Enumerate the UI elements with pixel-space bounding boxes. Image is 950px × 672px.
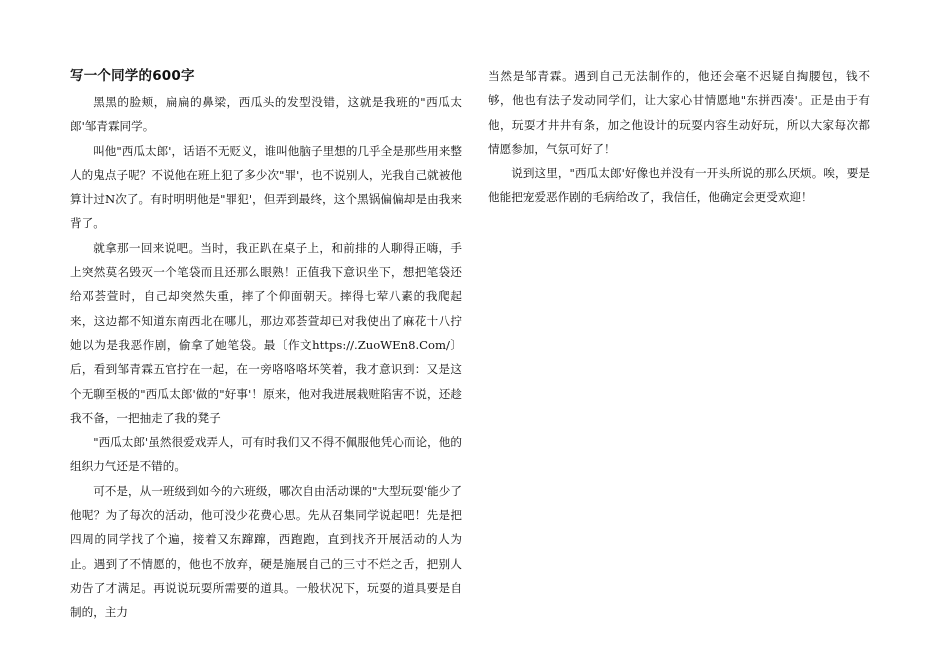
paragraph-conclusion: 说到这里，"西瓜太郎'好像也并没有一开头所说的那么厌烦。唉，要是他能把宠爱恶作剧的毛病给改了，我信任，他确定会更受欢迎！: [488, 166, 870, 205]
left-column: [70, 66, 462, 625]
paragraph-continued: 当然是邹青霖。遇到自己无法制作的，他还会毫不迟疑自掏腰包，钱不够，他也有法子发动同学们，让大家心甘情愿地"东拼西凑'。正是由于有他，玩耍才井井有条，加之他设计的玩耍内容生动好玩，所以大家每次都情愿参加，气氛可好了！: [488, 69, 870, 156]
document-title: 写一个同学的600字: [70, 68, 195, 84]
paragraph-story: 就拿那一回来说吧。当时，我正趴在桌子上，和前排的人聊得正嗨，手上突然莫名毁灭一个笔袋而且还那么眼熟！正值我下意识坐下，想把笔袋还给邓荟萱时，自己却突然失重，摔了个仰面朝天。摔得七荤八素的我爬起来，这边都不知道东南西北在哪儿，那边邓荟萱却已对我使出了麻花十八拧她以为是我恶作剧，偷拿了她笔袋。最〔作文https://.ZuoWEn8.Com/〕后，看到邹青霖五官拧在一起，在一旁咯咯咯坏笑着，我才意识到：又是这个无聊至极的"西瓜太郎'做的"好事'！原来，他对我进展栽赃陷害不说，还趁我不备，一把抽走了我的凳子: [70, 240, 462, 425]
paragraph-intro: 黑黑的脸颊，扁扁的鼻梁，西瓜头的发型没错，这就是我班的"西瓜太郎'邹青霖同学。: [70, 95, 462, 134]
paragraph-nickname: 叫他"西瓜太郎'，话语不无贬义，谁叫他脑子里想的几乎全是那些用来整人的鬼点子呢？不说他在班上犯了多少次"罪'，也不说别人，光我自己就被他算计过N次了。有时明明他是"罪犯'，但弄到最终，这个黑锅偏偏却是由我来背了。: [70, 143, 462, 231]
paragraph-activities: 可不是，从一班级到如今的六班级，哪次自由活动课的"大型玩耍'能少了他呢？为了每次的活动，他可没少花费心思。先从召集同学说起吧！先是把四周的同学找了个遍，接着又东蹿蹿，西跑跑，直到找齐开展活动的人为止。遇到了不情愿的，他也不放弃，硬是施展自己的三寸不烂之舌，把别人劝告了才满足。再说说玩耍所需要的道具。一般状况下，玩耍的道具要是自制的，主力: [70, 483, 462, 620]
right-column: [488, 66, 870, 210]
paragraph-organizer: "西瓜太郎'虽然很爱戏弄人，可有时我们又不得不佩服他凭心而论，他的组织力气还是不错的。: [70, 435, 462, 474]
